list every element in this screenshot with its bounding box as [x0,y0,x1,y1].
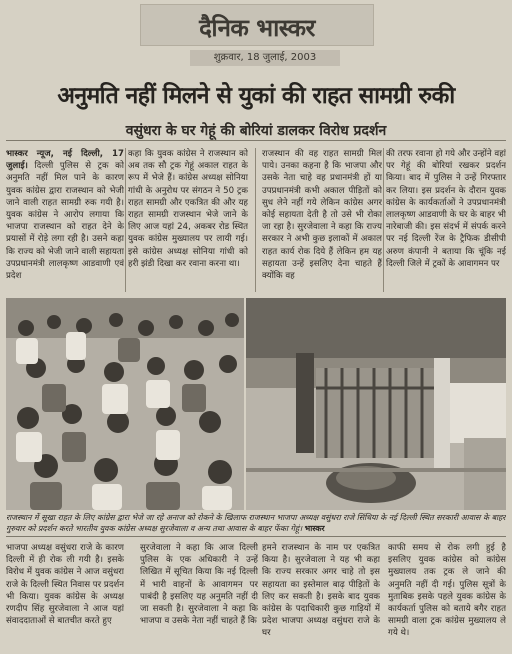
column-rule [125,148,126,292]
article-text: कहा कि युवक कांग्रेस ने राजस्थान को अब तक सौ ट्रक गेहूं अकाल राहत के रूप में भेजे हैं। कांग्रेस अध्यक्ष सोनिया गांधी के अनुरोध पर संगठन ने 50 ट्रक राहत सामग्री और एकत्रित की और यह राहत सामग्री राजस्थान भेजे जाने के लिए आज यहां 24, अकबर रोड स्थित युवक कांग्रेस मुख्यालय पर लायी गई। इसे कांग्रेस अध्यक्ष सोनिया गांधी को हरी झंडी दिखा कर रवाना करना था। [128,149,248,269]
article-text: की तरफ रवाना हो गये और उन्होंने वहां पर गेहूं की बोरियां रखकर प्रदर्शन किया। बाद में पुलिस ने उन्हें गिरफ्तार कर लिया। इस प्रदर्शन के दौरान युवक कांग्रेस के कार्यकर्ताओं ने उपप्रधानमंत्री लालकृष्ण आडवाणी के घर के बाहर भी नारेबाजी की। इस संदर्भ में संपर्क करने पर नई दिल्ली रेंज के ट्रैफिक डीसीपी अरुण कंपानी ने बताया कि चूंकि नई दिल्ली जिले में ट्रकों के आवागमन पर [386,149,506,269]
column-rule [383,148,384,292]
headline: अनुमति नहीं मिलने से युकां की राहत सामग्री रुकी [57,83,455,109]
protest-crowd-photo [6,298,244,510]
article-text: हमने राजस्थान के नाम पर एकत्रित किया है। सुरजेवाला ने यह भी कहा कि राज्य सरकार अगर चाहे तो इस सहायता का इस्तेमाल बाढ़ पीड़ितों के लिए कर सकती है। इसके बाद युवक कांग्रेस के पदाधिकारी कुछ गाड़ियों में प्रदेश भाजपा अध्यक्ष वसुंधरा राजे के घर [262,543,380,639]
bottom-column-2 [140,542,258,650]
article-column-2 [128,148,248,292]
article-text: सुरजेवाला ने कहा कि आज दिल्ली पुलिस के एक अधिकारी ने उन्हें लिखित में सूचित किया कि नई दिल्ली में भारी वाहनों के आवागमन पर पाबंदी है इसलिए यह अनुमति नहीं दी जा सकती है। सुरजेवाला ने कहा कि भाजपा व उसके नेता नहीं चाहते हैं कि [140,543,258,627]
byline: भास्कर न्यूज, नई दिल्ली, 17 जुलाई। [6,149,124,172]
article-text: भाजपा अध्यक्ष वसुंधरा राजे के कारण दिल्ली में ही रोक ली गयी है। इसके विरोध में युवक कांग्रेस ने आज वसुंधरा राजे के दिल्ली स्थित निवास पर प्रदर्शन भी किया। युवक कांग्रेस के अध्यक्ष रणदीप सिंह सुरजेवाला ने आज यहां संवाददाताओं से बातचीत करते हुए [6,543,124,627]
column-rule [255,148,256,292]
article-column-4 [386,148,506,292]
divider [6,140,506,141]
gate-photo-graphic [246,298,506,510]
photo-credit: भास्कर [304,524,325,533]
masthead [140,4,374,46]
crowd-photo-graphic [6,298,244,510]
photo-caption [6,512,506,534]
wheat-sacks-gate-photo [246,298,506,510]
subheadline: वसुंधरा के घर गेहूं की बोरियां डालकर विरोध प्रदर्शन [125,123,387,139]
masthead-title: दैनिक भास्कर [199,14,315,42]
caption-text: राजस्थान में सूखा राहत के लिए कांग्रेस द्वारा भेजे जा रहे अनाज को रोकने के खिलाफ राजस्थान भाजपा अध्यक्ष वसुंधरा राजे सिंधिया के नई दिल्ली स्थित सरकारी आवास के बाहर गुरुवार को प्रदर्शन करते भारतीय युवक कांग्रेस अध्यक्ष सुरजेवाला व अन्य तथा आवास के बाहर फेंका गेहूं। [6,513,506,533]
article-text: राजस्थान की वह राहत सामग्री मिल पाये। उनका कहना है कि भाजपा और उसके नेता चाहे वह प्रधानमंत्री हों या उपप्रधानमंत्री कभी अकाल पीड़ितों को सुध लेने नहीं गये लेकिन कांग्रेस अगर कोई सहायता देती है तो उसे भी रोका जा रहा है। सुरजेवाला ने कहा कि राज्य सरकार ने अभी कुछ इलाकों में अकाल राहत कार्य रोक दिये हैं लेकिन हम यह सहायता उन्हें इसलिए देना चाहते हैं क्योंकि वह [262,149,382,282]
article-text: दिल्ली पुलिस से ट्रक को अनुमति नहीं मिल पाने के कारण युवक कांग्रेस द्वारा राजस्थान को भेजी जाने वाली राहत सामग्री रुक गयी है। युवक कांग्रेस ने आरोप लगाया कि भाजपा राजस्थान को राहत देने के प्रयासों में रोड़े लगा रही है। उसने कहा कि राज्य को भेजी जाने वाली सहायता उपप्रधानमंत्री लालकृष्ण आडवाणी एवं प्रदेश [6,161,124,282]
bottom-column-3 [262,542,380,650]
article-column-3 [262,148,382,292]
dateline: शुक्रवार, 18 जुलाई, 2003 [190,50,340,66]
bottom-column-1 [6,542,124,650]
bottom-column-4 [388,542,506,650]
divider [6,536,506,537]
article-column-1 [6,148,124,292]
article-text: काफी समय से रोक लगी हुई है इसलिए युवक कांग्रेस को कांग्रेस मुख्यालय तक ट्रक ले जाने की अनुमति नहीं दी गई। पुलिस सूत्रों के मुताबिक इसके पहले युवक कांग्रेस के कार्यकर्ता पुलिस को बताये बगैर राहत सामग्री वाला ट्रक कांग्रेस मुख्यालय ले गये थे। [388,543,506,639]
